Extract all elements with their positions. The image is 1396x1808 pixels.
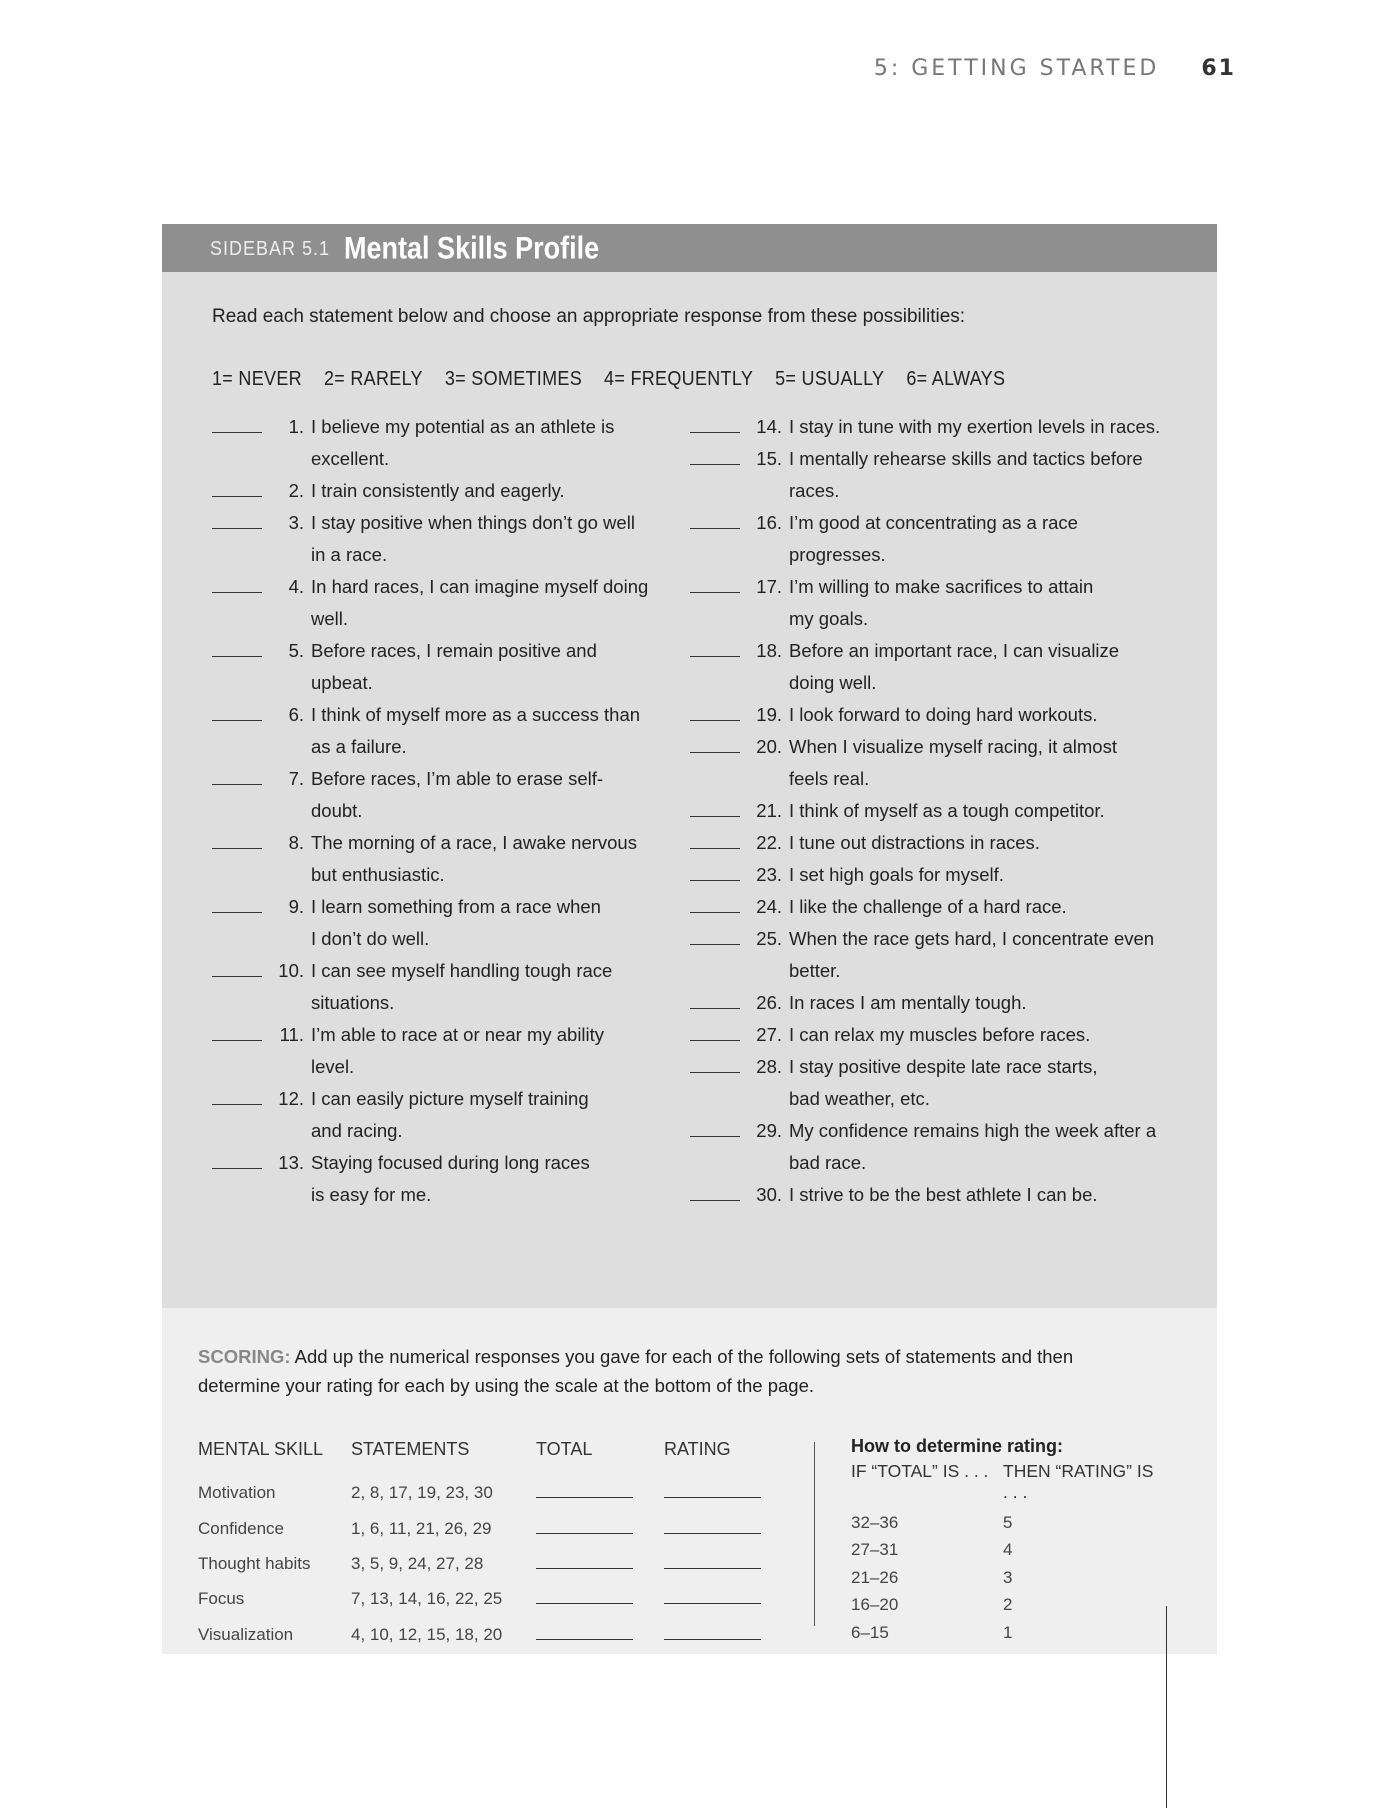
answer-blank[interactable] <box>690 635 740 657</box>
statement-continuation: bad weather, etc. <box>789 1088 930 1109</box>
statement-continuation: my goals. <box>789 608 869 629</box>
answer-blank[interactable] <box>690 795 740 817</box>
page-number: 61 <box>1201 56 1236 81</box>
statement-set: 4, 10, 12, 15, 18, 20 <box>351 1624 503 1644</box>
statement-item <box>212 1019 690 1083</box>
statement-line: Before an important race, I can visualize <box>789 640 1120 661</box>
statement-continuation: situations. <box>311 992 395 1013</box>
divider <box>814 1442 815 1626</box>
sidebar-box <box>162 224 1217 1654</box>
statement-set: 2, 8, 17, 19, 23, 30 <box>351 1483 493 1503</box>
scale-option: 3= SOMETIMES <box>444 366 583 390</box>
answer-blank[interactable] <box>212 891 262 913</box>
statement-text <box>789 443 1168 507</box>
scale-option: 1= NEVER <box>212 366 302 390</box>
statement-number: 6. <box>288 704 304 725</box>
answer-blank[interactable] <box>690 827 740 849</box>
answer-blank[interactable] <box>212 827 262 849</box>
statement-line: I like the challenge of a hard race. <box>789 896 1067 917</box>
column-header: IF “TOTAL” IS . . . <box>851 1461 989 1481</box>
answer-blank[interactable] <box>212 475 262 497</box>
statement-text <box>789 923 1168 987</box>
statement-item <box>690 731 1168 795</box>
statement-item <box>690 443 1168 507</box>
statement-continuation: progresses. <box>789 544 886 565</box>
statement-item <box>690 1115 1168 1179</box>
statement-text <box>789 507 1168 571</box>
statement-number: 23. <box>756 864 782 885</box>
answer-blank[interactable] <box>212 699 262 721</box>
statement-continuation: is easy for me. <box>311 1184 432 1205</box>
statement-text <box>311 1019 690 1083</box>
statement-text <box>789 731 1168 795</box>
rating-key-row <box>851 1564 1163 1592</box>
statement-text <box>311 827 690 891</box>
rating-blank[interactable] <box>664 1625 761 1640</box>
statement-line: I’m good at concentrating as a race <box>789 512 1078 533</box>
statement-item <box>690 507 1168 571</box>
scoring-table-header <box>198 1436 772 1470</box>
column-header: THEN “RATING” IS . . . <box>1003 1461 1154 1502</box>
answer-blank[interactable] <box>212 571 262 593</box>
statement-continuation: excellent. <box>311 448 390 469</box>
scoring-row <box>198 1505 772 1540</box>
answer-blank[interactable] <box>690 1179 740 1201</box>
statement-item <box>690 891 1168 923</box>
statement-line: When I visualize myself racing, it almost <box>789 736 1117 757</box>
statement-line: I can easily picture myself training <box>311 1088 589 1109</box>
total-blank[interactable] <box>536 1483 633 1498</box>
statement-line: When the race gets hard, I concentrate even <box>789 928 1155 949</box>
statement-line: I look forward to doing hard workouts. <box>789 704 1098 725</box>
statement-text <box>789 827 1168 859</box>
statement-text <box>311 955 690 1019</box>
answer-blank[interactable] <box>690 1019 740 1041</box>
statement-number: 10. <box>278 960 304 981</box>
statement-continuation: doing well. <box>789 672 877 693</box>
statement-item <box>212 955 690 1019</box>
sidebar-header <box>162 224 1217 272</box>
column-header: TOTAL <box>536 1438 593 1459</box>
statement-number: 26. <box>756 992 782 1013</box>
statement-continuation: level. <box>311 1056 355 1077</box>
statement-line: Staying focused during long races <box>311 1152 590 1173</box>
statement-item <box>212 1083 690 1147</box>
answer-blank[interactable] <box>212 763 262 785</box>
statement-text <box>789 571 1168 635</box>
statement-continuation: in a race. <box>311 544 388 565</box>
statement-number: 29. <box>756 1120 782 1141</box>
statement-line: In hard races, I can imagine myself doing <box>311 576 649 597</box>
statement-column-left <box>212 411 690 1211</box>
scale-option: 5= USUALLY <box>775 366 885 390</box>
score-area <box>198 1436 1169 1647</box>
answer-blank[interactable] <box>690 507 740 529</box>
statement-continuation: bad race. <box>789 1152 867 1173</box>
statement-item <box>690 987 1168 1019</box>
statement-text <box>311 571 690 635</box>
statement-item <box>212 1147 690 1211</box>
statement-line: I can see myself handling tough race <box>311 960 613 981</box>
statement-continuation: and racing. <box>311 1120 403 1141</box>
statement-item <box>212 827 690 891</box>
running-head <box>874 56 1236 81</box>
answer-blank[interactable] <box>690 411 740 433</box>
rating-blank[interactable] <box>664 1589 761 1604</box>
total-range: 32–36 <box>851 1512 899 1532</box>
answer-blank[interactable] <box>690 859 740 881</box>
scoring-row <box>198 1611 772 1646</box>
statement-number: 19. <box>756 704 782 725</box>
statement-text <box>311 411 690 475</box>
answer-blank[interactable] <box>212 1147 262 1169</box>
statement-columns <box>212 411 1169 1211</box>
rating-value: 2 <box>1003 1595 1013 1615</box>
answer-blank[interactable] <box>212 507 262 529</box>
statement-text <box>311 891 690 955</box>
answer-blank[interactable] <box>212 635 262 657</box>
statement-item <box>212 699 690 763</box>
statement-line: I can relax my muscles before races. <box>789 1024 1091 1045</box>
scoring-row <box>198 1541 772 1576</box>
total-blank[interactable] <box>536 1554 633 1569</box>
statement-text <box>311 1147 690 1211</box>
answer-blank[interactable] <box>212 1019 262 1041</box>
statement-item <box>690 699 1168 731</box>
statement-line: The morning of a race, I awake nervous <box>311 832 637 853</box>
statement-continuation: but enthusiastic. <box>311 864 445 885</box>
statement-item <box>690 795 1168 827</box>
answer-blank[interactable] <box>212 411 262 433</box>
statement-item <box>690 827 1168 859</box>
rating-blank[interactable] <box>664 1483 761 1498</box>
statement-item <box>212 763 690 827</box>
statement-number: 7. <box>288 768 304 789</box>
sidebar-title: Mental Skills Profile <box>344 230 600 265</box>
statement-item <box>212 475 690 507</box>
statement-item <box>690 635 1168 699</box>
total-blank[interactable] <box>536 1589 633 1604</box>
rating-value: 5 <box>1003 1512 1013 1532</box>
statement-number: 15. <box>756 448 782 469</box>
answer-blank[interactable] <box>690 923 740 945</box>
statement-number: 20. <box>756 736 782 757</box>
scoring-row <box>198 1576 772 1611</box>
mental-skill: Confidence <box>198 1518 285 1538</box>
sidebar-label: SIDEBAR 5.1 <box>210 235 331 259</box>
statement-line: I tune out distractions in races. <box>789 832 1040 853</box>
statement-item <box>690 411 1168 443</box>
mental-skill: Motivation <box>198 1483 276 1503</box>
statement-number: 22. <box>756 832 782 853</box>
statement-line: Before races, I remain positive and <box>311 640 597 661</box>
statement-text <box>789 795 1168 827</box>
statement-number: 21. <box>756 800 782 821</box>
answer-blank[interactable] <box>212 955 262 977</box>
statement-item <box>212 891 690 955</box>
rating-key-heading: How to determine rating: <box>851 1436 1064 1456</box>
rating-blank[interactable] <box>664 1554 761 1569</box>
questionnaire-section <box>162 272 1217 1308</box>
statement-text <box>789 1051 1168 1115</box>
statement-continuation: feels real. <box>789 768 870 789</box>
answer-blank[interactable] <box>690 1115 740 1137</box>
total-blank[interactable] <box>536 1625 633 1640</box>
answer-blank[interactable] <box>690 987 740 1009</box>
rating-key-row <box>851 1619 1163 1647</box>
column-header: RATING <box>664 1438 731 1459</box>
statement-item <box>212 635 690 699</box>
chapter-title: 5: GETTING STARTED <box>873 56 1160 81</box>
statement-continuation: races. <box>789 480 840 501</box>
statement-text <box>789 987 1168 1019</box>
total-blank[interactable] <box>536 1519 633 1534</box>
rating-value: 3 <box>1003 1567 1013 1587</box>
statement-text <box>311 699 690 763</box>
statement-number: 1. <box>288 416 304 437</box>
statement-line: My confidence remains high the week after a <box>789 1120 1157 1141</box>
statement-text <box>789 1179 1168 1211</box>
answer-blank[interactable] <box>690 699 740 721</box>
statement-item <box>690 859 1168 891</box>
column-header: STATEMENTS <box>351 1438 470 1459</box>
column-header: MENTAL SKILL <box>198 1438 324 1459</box>
statement-continuation: upbeat. <box>311 672 373 693</box>
statement-text <box>311 635 690 699</box>
statement-line: Before races, I’m able to erase self- <box>311 768 604 789</box>
statement-continuation: I don’t do well. <box>311 928 430 949</box>
scale-option: 4= FREQUENTLY <box>604 366 754 390</box>
scoring-table <box>198 1436 772 1647</box>
rating-value: 4 <box>1003 1540 1013 1560</box>
statement-text <box>789 1115 1168 1179</box>
statement-line: I mentally rehearse skills and tactics before <box>789 448 1143 469</box>
statement-item <box>212 571 690 635</box>
instructions: Read each statement below and choose an appropriate response from these possibilities: <box>212 306 966 327</box>
total-range: 6–15 <box>851 1622 889 1642</box>
statement-number: 14. <box>756 416 782 437</box>
statement-text <box>789 1019 1168 1051</box>
rating-key-row <box>851 1537 1163 1565</box>
statement-line: I’m able to race at or near my ability <box>311 1024 605 1045</box>
statement-number: 5. <box>288 640 304 661</box>
answer-blank[interactable] <box>690 731 740 753</box>
statement-text <box>789 635 1168 699</box>
scoring-label: SCORING: <box>198 1346 291 1367</box>
statement-continuation: doubt. <box>311 800 363 821</box>
statement-line: I set high goals for myself. <box>789 864 1004 885</box>
statement-continuation: better. <box>789 960 841 981</box>
statement-line: I think of myself as a tough competitor. <box>789 800 1105 821</box>
scoring-instructions <box>198 1342 1128 1400</box>
statement-line: In races I am mentally tough. <box>789 992 1027 1013</box>
statement-item <box>212 411 690 475</box>
statement-line: I think of myself more as a success than <box>311 704 641 725</box>
statement-set: 1, 6, 11, 21, 26, 29 <box>351 1518 492 1538</box>
statement-number: 9. <box>288 896 304 917</box>
scoring-section <box>162 1308 1217 1654</box>
answer-blank[interactable] <box>690 1051 740 1073</box>
statement-number: 2. <box>288 480 304 501</box>
statement-item <box>690 1051 1168 1115</box>
statement-text <box>789 859 1168 891</box>
statement-item <box>690 1019 1168 1051</box>
statement-number: 18. <box>756 640 782 661</box>
statement-number: 4. <box>288 576 304 597</box>
page-rule <box>1166 1606 1167 1808</box>
statement-set: 7, 13, 14, 16, 22, 25 <box>351 1589 503 1609</box>
statement-continuation: well. <box>311 608 349 629</box>
statement-item <box>690 571 1168 635</box>
statement-continuation: as a failure. <box>311 736 407 757</box>
mental-skill: Focus <box>198 1589 245 1609</box>
statement-item <box>212 507 690 571</box>
statement-number: 28. <box>756 1056 782 1077</box>
statement-number: 12. <box>278 1088 304 1109</box>
rating-key-row <box>851 1509 1163 1537</box>
statement-text <box>789 411 1168 443</box>
response-scale <box>212 368 1169 389</box>
statement-line: I’m willing to make sacrifices to attain <box>789 576 1094 597</box>
total-range: 16–20 <box>851 1595 899 1615</box>
rating-key <box>851 1436 1163 1647</box>
rating-value: 1 <box>1003 1622 1013 1642</box>
answer-blank[interactable] <box>690 891 740 913</box>
rating-blank[interactable] <box>664 1519 761 1534</box>
statement-line: I believe my potential as an athlete is <box>311 416 615 437</box>
statement-number: 8. <box>288 832 304 853</box>
statement-line: I train consistently and eagerly. <box>311 480 565 501</box>
rating-key-header <box>851 1461 1163 1503</box>
answer-blank[interactable] <box>690 571 740 593</box>
statement-line: I strive to be the best athlete I can be. <box>789 1184 1098 1205</box>
statement-number: 17. <box>756 576 782 597</box>
statement-number: 25. <box>756 928 782 949</box>
statement-number: 16. <box>756 512 782 533</box>
scoring-row <box>198 1470 772 1505</box>
statement-line: I stay positive despite late race starts, <box>789 1056 1098 1077</box>
statement-text <box>789 699 1168 731</box>
statement-text <box>311 507 690 571</box>
statement-line: I stay positive when things don’t go well <box>311 512 635 533</box>
statement-text <box>789 891 1168 923</box>
statement-text <box>311 763 690 827</box>
statement-number: 30. <box>756 1184 782 1205</box>
scoring-text: Add up the numerical responses you gave for each of the following sets of statements and then determine your rating for each by using the scale at the bottom of the page. <box>198 1346 1074 1396</box>
statement-line: I learn something from a race when <box>311 896 601 917</box>
mental-skill: Visualization <box>198 1624 294 1644</box>
scale-option: 2= RARELY <box>323 366 423 390</box>
statement-column-right <box>690 411 1168 1211</box>
total-range: 21–26 <box>851 1567 899 1587</box>
statement-number: 27. <box>756 1024 782 1045</box>
statement-number: 24. <box>756 896 782 917</box>
statement-set: 3, 5, 9, 24, 27, 28 <box>351 1553 484 1573</box>
statement-text <box>311 475 690 507</box>
statement-item <box>690 923 1168 987</box>
rating-key-row <box>851 1592 1163 1620</box>
statement-line: I stay in tune with my exertion levels in races. <box>789 416 1161 437</box>
answer-blank[interactable] <box>690 443 740 465</box>
statement-text <box>311 1083 690 1147</box>
statement-number: 13. <box>278 1152 304 1173</box>
answer-blank[interactable] <box>212 1083 262 1105</box>
statement-item <box>690 1179 1168 1211</box>
statement-number: 3. <box>288 512 304 533</box>
mental-skill: Thought habits <box>198 1553 311 1573</box>
total-range: 27–31 <box>851 1540 899 1560</box>
scale-option: 6= ALWAYS <box>906 366 1006 390</box>
statement-number: 11. <box>279 1024 304 1045</box>
